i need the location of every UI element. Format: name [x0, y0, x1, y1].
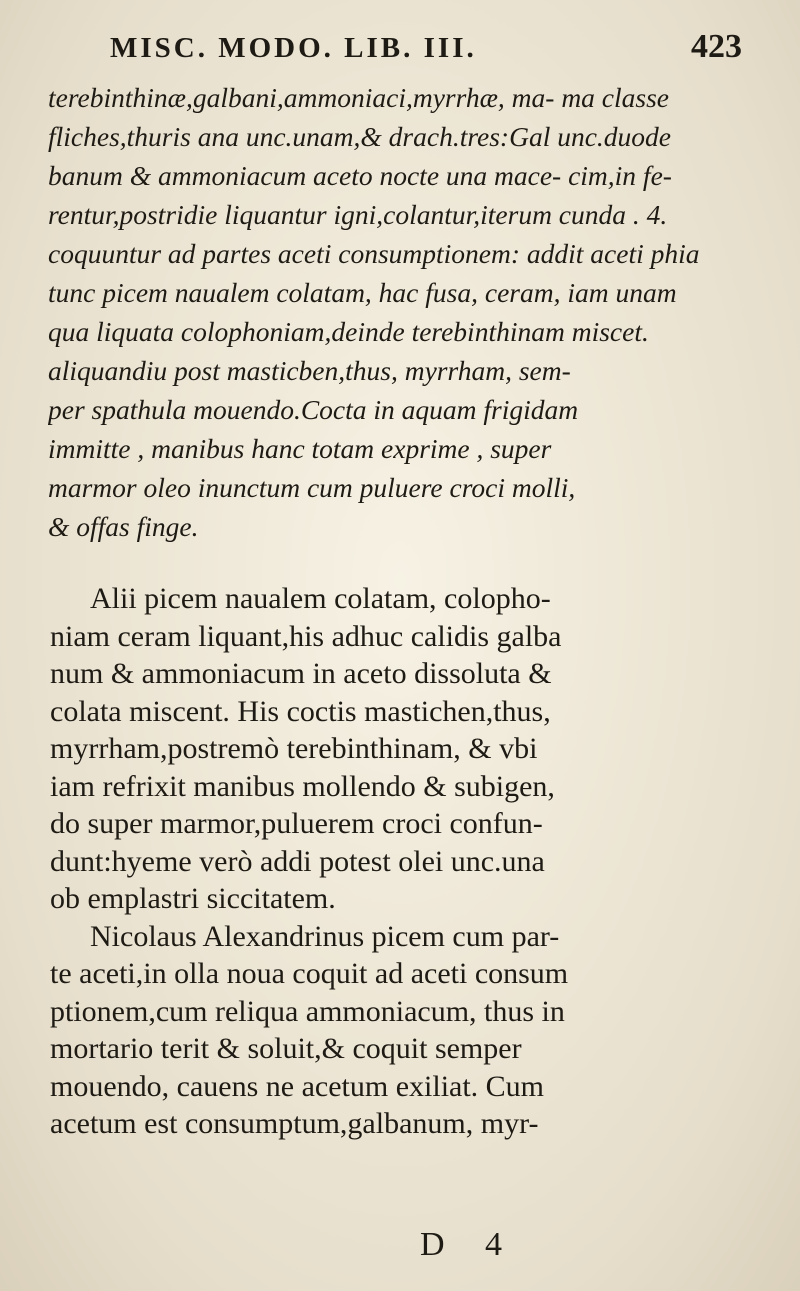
page-header [110, 28, 742, 72]
text-line: rentur,postridie liquantur igni,colantur,iterum cunda . 4. [48, 199, 668, 230]
text-line: terebinthinæ,galbani,ammoniaci,myrrhæ, ma- ma classe [48, 82, 670, 113]
text-line: do super marmor,puluerem croci confun- [50, 807, 543, 840]
text-line: te aceti,in olla noua coquit ad aceti consum [50, 957, 569, 990]
text-line: & offas finge. [48, 511, 199, 542]
text-line: aliquandiu post masticben,thus, myrrham, sem- [48, 355, 571, 386]
text-line: iam refrixit manibus mollendo & subigen, [50, 769, 555, 803]
text-line: ptionem,cum reliqua ammoniacum, thus in [50, 994, 565, 1028]
text-line: mouendo, cauens ne acetum exiliat. Cum [50, 1069, 545, 1103]
signature-mark: D 4 [420, 1226, 519, 1263]
running-head: MISC. MODO. LIB. III. [110, 32, 477, 64]
text-line: Alii picem naualem colatam, colopho- [90, 582, 551, 615]
roman-paragraphs [50, 580, 760, 1143]
text-line: per spathula mouendo.Cocta in aquam frigidam [48, 394, 579, 425]
text-line: fliches,thuris ana unc.unam,& drach.tres:Gal unc.duode [48, 121, 672, 152]
text-line: dunt:hyeme verò addi potest olei unc.una [50, 844, 545, 878]
text-line: acetum est consumptum,galbanum, myr- [50, 1107, 539, 1140]
text-line: num & ammoniacum in aceto dissoluta & [50, 657, 552, 690]
page-footer [0, 1226, 800, 1266]
text-line: myrrham,postremò terebinthinam, & vbi [50, 732, 538, 765]
page-number: 423 [691, 28, 742, 65]
text-line: colata miscent. His coctis mastichen,thus, [50, 694, 551, 728]
text-line: ob emplastri siccitatem. [50, 882, 336, 915]
text-line: coquuntur ad partes aceti consumptionem: addit aceti phia [48, 238, 700, 269]
text-line: marmor oleo inunctum cum puluere croci molli, [48, 472, 576, 503]
text-line: banum & ammoniacum aceto nocte una mace- cim,in fe- [48, 160, 672, 191]
text-line: mortario terit & soluit,& coquit semper [50, 1032, 522, 1065]
text-line: qua liquata colophoniam,deinde terebinthinam miscet. [48, 316, 649, 347]
text-line: niam ceram liquant,his adhuc calidis galba [50, 619, 562, 653]
text-line: Nicolaus Alexandrinus picem cum par- [90, 919, 560, 953]
text-line: tunc picem naualem colatam, hac fusa, ceram, iam unam [48, 277, 677, 308]
italic-recipe-block [48, 78, 770, 546]
text-line: immitte , manibus hanc totam exprime , super [48, 433, 552, 464]
